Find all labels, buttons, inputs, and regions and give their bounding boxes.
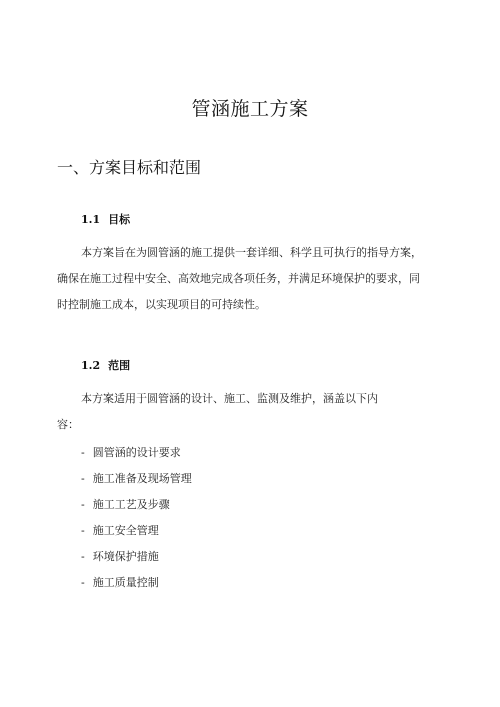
subsection-title: 目标 <box>108 213 131 226</box>
scope-paragraph <box>57 386 447 438</box>
paragraph-line: 本方案旨在为圆管涵的施工提供一套详细、科学且可执行的指导方案， <box>81 246 422 259</box>
subsection-number: 1.1 <box>81 213 101 226</box>
paragraph-line: 容： <box>57 418 79 431</box>
scope-list <box>81 440 192 596</box>
list-bullet: - <box>81 576 85 589</box>
list-bullet: - <box>81 446 85 459</box>
list-item <box>81 440 192 466</box>
list-bullet: - <box>81 550 85 563</box>
paragraph-line: 确保在施工过程中安全、高效地完成各项任务，并满足环境保护的要求，同 <box>57 272 420 285</box>
list-bullet: - <box>81 498 85 511</box>
paragraph-line: 本方案适用于圆管涵的设计、施工、监测及维护，涵盖以下内 <box>81 392 378 405</box>
list-item-text: 环境保护措施 <box>92 550 159 563</box>
list-bullet: - <box>81 472 85 485</box>
subsection-heading-1-2 <box>81 357 130 373</box>
subsection-number: 1.2 <box>81 359 101 372</box>
document-title: 管涵施工方案 <box>191 98 309 120</box>
section-heading-1: 一、方案目标和范围 <box>57 158 202 177</box>
list-item-text: 施工安全管理 <box>92 524 159 537</box>
paragraph-line: 时控制施工成本，以实现项目的可持续性。 <box>57 298 266 311</box>
list-item-text: 圆管涵的设计要求 <box>92 446 181 459</box>
list-bullet: - <box>81 524 85 537</box>
subsection-heading-1-1 <box>81 211 130 227</box>
list-item <box>81 518 192 544</box>
list-item-text: 施工质量控制 <box>92 576 159 589</box>
subsection-title: 范围 <box>108 359 131 372</box>
list-item-text: 施工工艺及步骤 <box>92 498 170 511</box>
list-item <box>81 544 192 570</box>
goal-paragraph <box>57 240 447 318</box>
list-item <box>81 492 192 518</box>
list-item <box>81 466 192 492</box>
list-item-text: 施工准备及现场管理 <box>92 472 192 485</box>
list-item <box>81 570 192 596</box>
